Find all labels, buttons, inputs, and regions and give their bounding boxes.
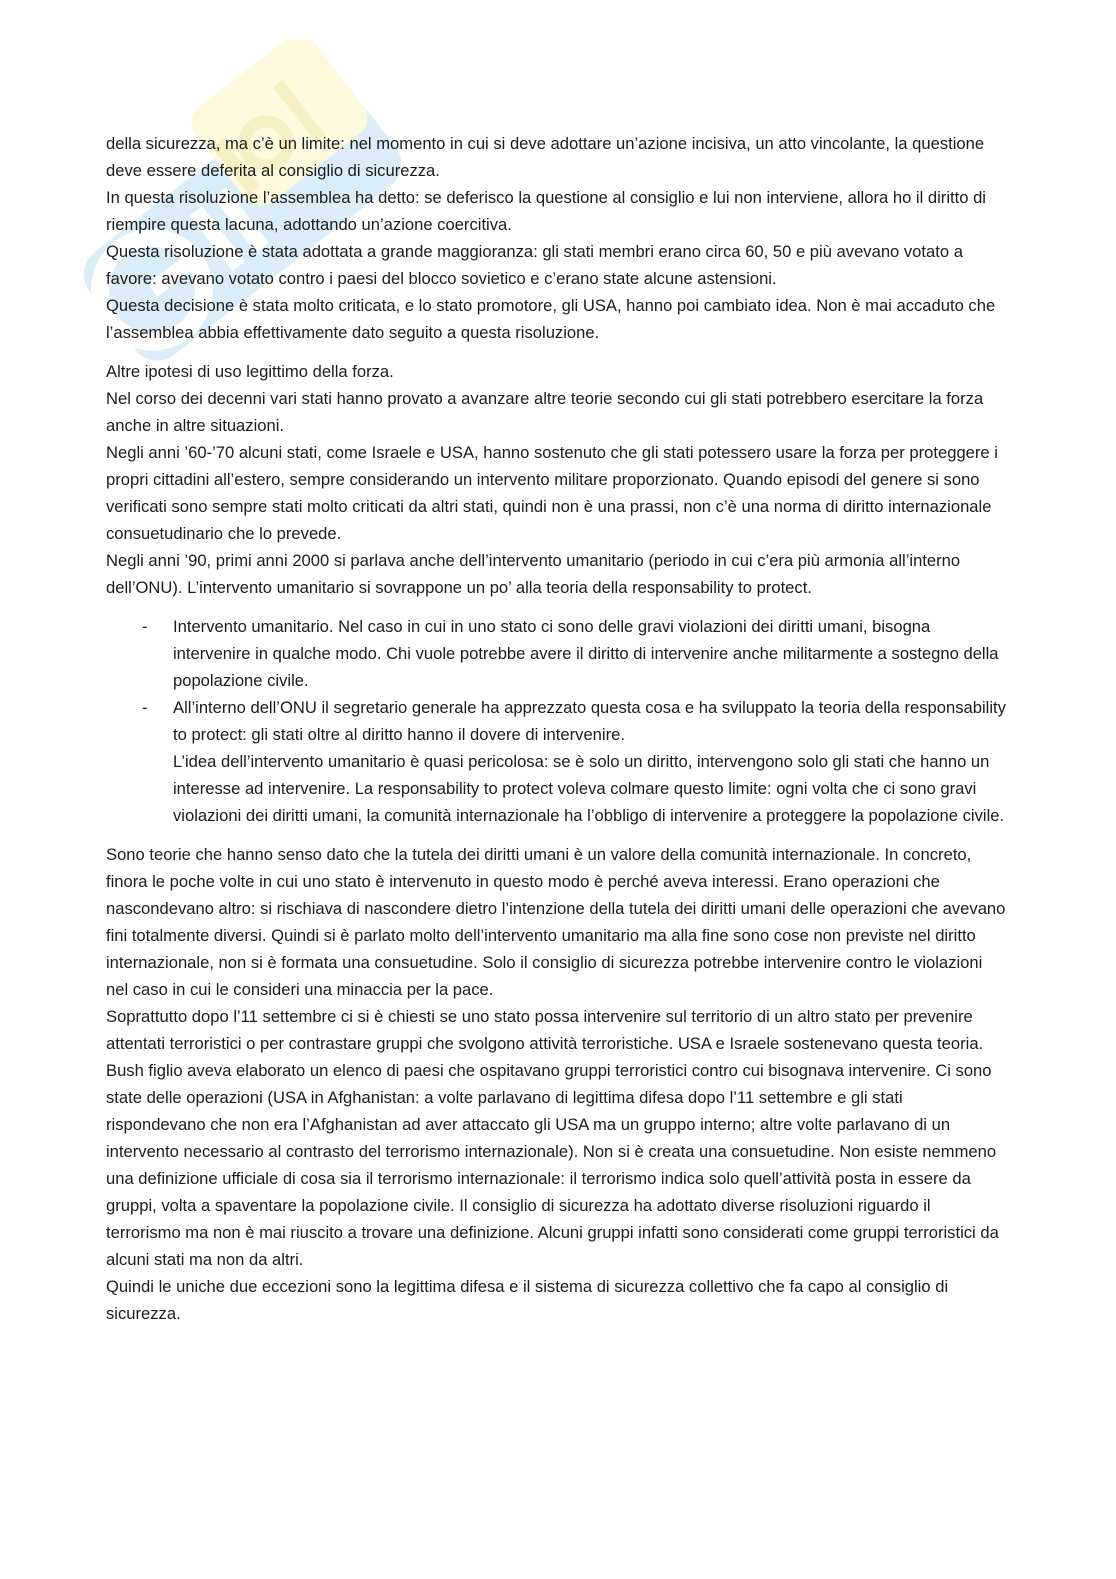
- document-body: [106, 130, 1006, 1327]
- list-item: [106, 694, 1006, 829]
- list-item-continuation: L’idea dell’intervento umanitario è quasi pericolosa: se è solo un diritto, intervengono solo gli stati che hanno un interesse ad intervenire. La responsability to protect voleva colmare questo limite: ogni volta che ci sono gravi violazioni dei diritti umani, la comunità internazionale ha l’obbligo di intervenire a proteggere la popolazione civile.: [173, 752, 1005, 825]
- paragraph: della sicurezza, ma c’è un limite: nel momento in cui si deve adottare un’azione incisiva, un atto vincolante, la questione deve essere deferita al consiglio di sicurezza.: [106, 134, 985, 180]
- paragraph: Questa risoluzione è stata adottata a grande maggioranza: gli stati membri erano circa 60, 50 e più avevano votato a favore: avevano votato contro i paesi del blocco sovietico e c’erano state alcune astensioni.: [106, 242, 963, 288]
- paragraph: Quindi le uniche due eccezioni sono la legittima difesa e il sistema di sicurezza collettivo che fa capo al consiglio di sicurezza.: [106, 1277, 949, 1323]
- list-item-text: All’interno dell’ONU il segretario generale ha apprezzato questa cosa e ha sviluppato la teoria della responsability to protect: gli stati oltre al diritto hanno il dovere di intervenire.: [173, 698, 1006, 744]
- bullet-list: [106, 613, 1006, 829]
- paragraph: In questa risoluzione l’assemblea ha detto: se deferisco la questione al consiglio e lui non interviene, allora ho il diritto di riempire questa lacuna, adottando un’azione coercitiva.: [106, 188, 986, 234]
- paragraph: Negli anni ’60-’70 alcuni stati, come Israele e USA, hanno sostenuto che gli stati potessero usare la forza per proteggere i propri cittadini all’estero, sempre considerando un intervento militare proporzionato. Quando episodi del genere si sono verificati sono sempre stati molto criticati da altri stati, quindi non è una prassi, non c’è una norma di diritto internazionale consuetudinario che lo prevede.: [106, 443, 998, 543]
- paragraph: Negli anni ’90, primi anni 2000 si parlava anche dell’intervento umanitario (periodo in cui c’era più armonia all’interno dell’ONU). L’intervento umanitario si sovrappone un po’ alla teoria della responsability to protect.: [106, 551, 961, 597]
- list-item: [106, 613, 1006, 694]
- paragraph: Questa decisione è stata molto criticata, e lo stato promotore, gli USA, hanno poi cambiato idea. Non è mai accaduto che l’assemblea abbia effettivamente dato seguito a questa risoluzione.: [106, 296, 996, 342]
- paragraph: Soprattutto dopo l’11 settembre ci si è chiesti se uno stato possa intervenire sul territorio di un altro stato per prevenire attentati terroristici o per contrastare gruppi che svolgono attività terroristiche. USA e Israele sostenevano questa teoria. Bush figlio aveva elaborato un elenco di paesi che ospitavano gruppi terroristici contro cui bisognava intervenire. Ci sono state delle operazioni (USA in Afghanistan: a volte parlavano di legittima difesa dopo l’11 settembre e gli stati rispondevano che non era l’Afghanistan ad aver attaccato gli USA ma un gruppo interno; altre volte parlavano di un intervento necessario al contrasto del terrorismo internazionale). Non si è creata una consuetudine. Non esiste nemmeno una definizione ufficiale di cosa sia il terrorismo internazionale: il terrorismo indica solo quell’attività posta in essere da gruppi, volta a spaventare la popolazione civile. Il consiglio di sicurezza ha adottato diverse risoluzioni riguardo il terrorismo ma non è mai riuscito a trovare una definizione. Alcuni gruppi infatti sono considerati come gruppi terroristici da alcuni stati ma non da altri.: [106, 1007, 999, 1269]
- bullet-marker: -: [142, 698, 148, 717]
- bullet-marker: -: [142, 617, 148, 636]
- paragraph: Nel corso dei decenni vari stati hanno provato a avanzare altre teorie secondo cui gli stati potrebbero esercitare la forza anche in altre situazioni.: [106, 389, 984, 435]
- list-item-text: Intervento umanitario. Nel caso in cui in uno stato ci sono delle gravi violazioni dei diritti umani, bisogna intervenire in qualche modo. Chi vuole potrebbe avere il diritto di intervenire anche militarmente a sostegno della popolazione civile.: [173, 617, 999, 690]
- paragraph: Sono teorie che hanno senso dato che la tutela dei diritti umani è un valore della comunità internazionale. In concreto, finora le poche volte in cui uno stato è intervenuto in questo modo è perché aveva interessi. Erano operazioni che nascondevano altro: si rischiava di nascondere dietro l’intenzione della tutela dei diritti umani delle operazioni che avevano fini totalmente diversi. Quindi si è parlato molto dell’intervento umanitario ma alla fine sono cose non previste nel diritto internazionale, non si è formata una consuetudine. Solo il consiglio di sicurezza potrebbe intervenire contro le violazioni nel caso in cui le consideri una minaccia per la pace.: [106, 845, 1006, 999]
- section-heading: Altre ipotesi di uso legittimo della forza.: [106, 362, 394, 381]
